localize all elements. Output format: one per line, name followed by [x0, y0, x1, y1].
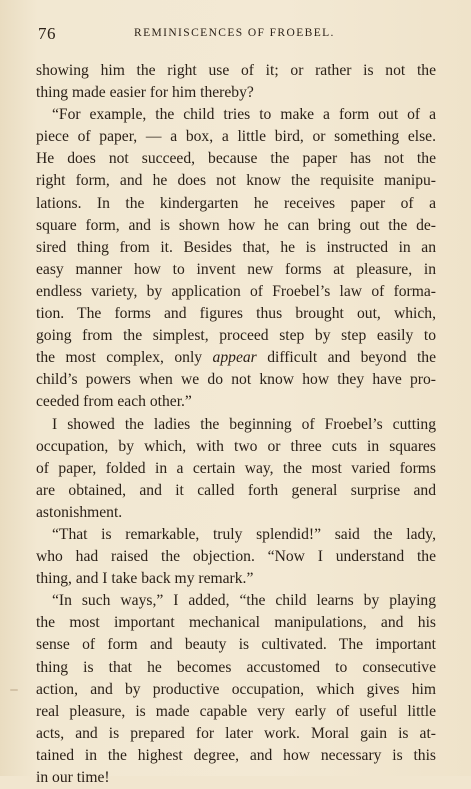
text-line: sense of form and beauty is cultivated. The important [36, 636, 436, 654]
text-line-with-italic [36, 347, 436, 369]
text-line: real pleasure, is made capable very early of useful little [36, 702, 436, 720]
text-line: acts, and is prepared for later work. Moral gain is at- [36, 724, 436, 742]
text-line: the most important mechanical manipulations, and his [36, 614, 436, 632]
text-line: easy manner how to invent new forms at pleasure, in [36, 260, 436, 278]
text-line: of paper, folded in a certain way, the most varied forms [36, 459, 436, 477]
text-line: sired thing from it. Besides that, he is instructed in an [36, 238, 436, 256]
paragraph-cutting-occupation [36, 414, 436, 524]
paper-speck [10, 689, 18, 691]
page-number: 76 [38, 24, 56, 43]
paragraph-such-ways [36, 590, 436, 789]
paragraph-remarkable [36, 524, 436, 590]
text-line: endless variety, by application of Froebel’s law of forma- [36, 282, 436, 300]
text-line: child’s powers when we do not know how they have pro- [36, 371, 436, 389]
text-line: thing is that he becomes accustomed to consecutive [36, 658, 436, 676]
text-line: going from the simplest, proceed step by step easily to [36, 327, 436, 345]
text-line: “That is remarkable, truly splendid!” said the lady, [52, 525, 436, 543]
paragraph-continuation [36, 60, 436, 104]
text-line: thing, and I take back my remark.” [36, 570, 254, 588]
body-text [36, 60, 436, 789]
running-head: REMINISCENCES OF FROEBEL. [134, 27, 335, 39]
text-fragment: difficult and beyond the [267, 349, 436, 367]
text-line: “In such ways,” I added, “the child learns by playing [52, 592, 436, 610]
text-line: are obtained, and it called forth general surprise and [36, 481, 436, 499]
text-fragment: the most complex, only [36, 349, 203, 367]
text-line: “For example, the child tries to make a form out of a [52, 106, 436, 124]
text-line: tion. The forms and figures thus brought out, which, [36, 305, 436, 323]
text-line: ceeded from each other.” [36, 393, 192, 411]
text-line: occupation, by which, with two or three cuts in squares [36, 437, 436, 455]
text-line: in our time! [36, 769, 110, 786]
text-line: tained in the highest degree, and how necessary is this [36, 746, 436, 764]
text-line: who had raised the objection. “Now I understand the [36, 548, 436, 566]
text-line: lations. In the kindergarten he receives paper of a [36, 194, 436, 212]
italic-word: appear [212, 349, 257, 367]
text-line: He does not succeed, because the paper has not the [36, 150, 436, 168]
text-line: piece of paper, — a box, a little bird, or something else. [36, 128, 436, 146]
text-line: right form, and he does not know the requisite manipu- [36, 172, 436, 190]
text-line: I showed the ladies the beginning of Froebel’s cutting [52, 415, 436, 433]
text-line: action, and by productive occupation, which gives him [36, 680, 436, 698]
text-line: showing him the right use of it; or rather is not the [36, 62, 436, 79]
text-line: thing made easier for him thereby? [36, 84, 254, 102]
paragraph-example [36, 104, 436, 413]
page-header [38, 24, 435, 46]
text-line: square form, and is shown how he can bring out the de- [36, 216, 436, 234]
text-line: astonishment. [36, 503, 123, 521]
